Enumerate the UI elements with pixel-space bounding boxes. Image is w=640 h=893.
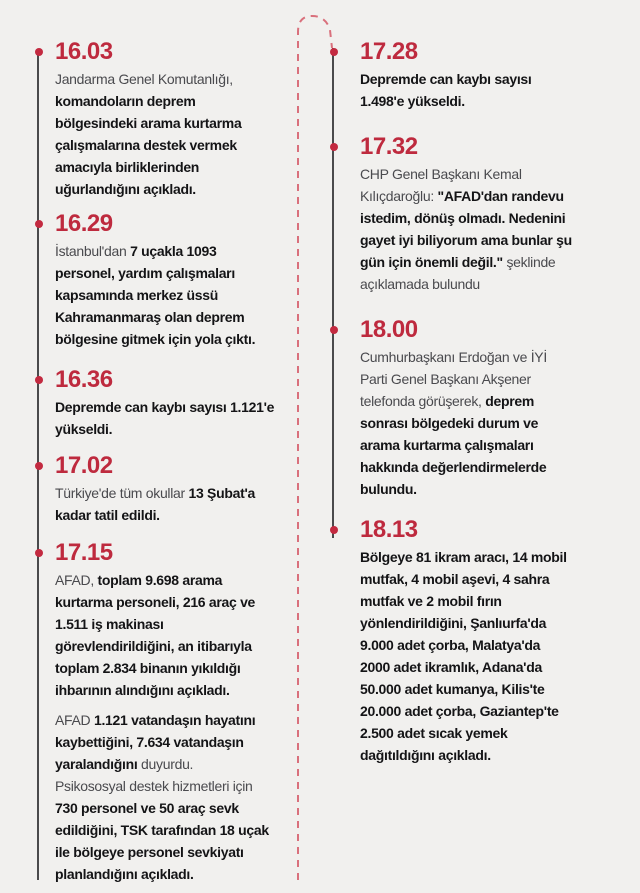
bold-text: 730 personel ve 50 araç sevk xyxy=(55,800,239,816)
regular-text: Cumhurbaşkanı Erdoğan ve İYİ xyxy=(360,349,547,365)
bold-text: toplam 2.834 binanın yıkıldığı xyxy=(55,660,241,676)
text-line xyxy=(360,68,532,90)
text-line xyxy=(360,207,572,229)
bold-text: kurtarma personeli, 216 araç ve xyxy=(55,594,256,610)
bold-text: edildiğini, TSK tarafından 18 uçak xyxy=(55,822,269,838)
text-line xyxy=(360,634,567,656)
regular-text: Jandarma Genel Komutanlığı, xyxy=(55,71,233,87)
text-line xyxy=(55,134,241,156)
bold-text: kaybettiğini, 7.634 vatandaşın xyxy=(55,734,244,750)
text-line xyxy=(360,722,567,744)
timeline-dot xyxy=(35,462,43,470)
regular-text: Psikososyal destek hizmetleri için xyxy=(55,778,253,794)
text-line xyxy=(360,612,567,634)
entry-time: 17.28 xyxy=(360,38,418,65)
regular-text: duyurdu. xyxy=(137,756,194,772)
text-line xyxy=(55,775,269,797)
bold-text: Bölgeye 81 ikram aracı, 14 mobil xyxy=(360,549,567,565)
text-line xyxy=(360,346,547,368)
timeline-entry xyxy=(360,316,547,508)
entry-time: 16.03 xyxy=(55,38,113,65)
entry-time: 17.02 xyxy=(55,452,113,479)
bold-text: hakkında değerlendirmelerde xyxy=(360,459,547,475)
bold-text: Kahramanmaraş olan deprem xyxy=(55,309,245,325)
timeline-entry xyxy=(55,539,269,893)
bold-text: personel, yardım çalışmaları xyxy=(55,265,235,281)
text-line xyxy=(360,456,547,478)
entry-paragraph xyxy=(55,396,274,440)
text-line xyxy=(55,731,269,753)
text-line xyxy=(55,262,255,284)
text-line xyxy=(55,657,269,679)
regular-text: AFAD xyxy=(55,712,94,728)
bold-text: ile bölgeye personel sevkiyatı xyxy=(55,844,244,860)
regular-text: İstanbul'dan xyxy=(55,243,131,259)
bold-text: Depremde can kaybı sayısı 1.121'e xyxy=(55,399,275,415)
text-line xyxy=(360,744,567,766)
text-line xyxy=(55,284,255,306)
text-line xyxy=(55,396,274,418)
text-line xyxy=(360,251,572,273)
bold-text: bulundu. xyxy=(360,481,417,497)
text-line xyxy=(360,185,572,207)
regular-text: Türkiye'de tüm okullar xyxy=(55,485,189,501)
entry-paragraph xyxy=(55,240,255,350)
text-line xyxy=(55,709,269,731)
text-line xyxy=(360,678,567,700)
text-line xyxy=(360,412,547,434)
bold-text: uğurlandığını açıkladı. xyxy=(55,181,196,197)
bold-text: 1.511 iş makinası xyxy=(55,616,164,632)
bold-text: gün için önemli değil." xyxy=(360,254,503,270)
bold-text: yükseldi. xyxy=(55,421,113,437)
timeline-dot xyxy=(330,143,338,151)
timeline-dot xyxy=(35,220,43,228)
bold-text: 50.000 adet kumanya, Kilis'te xyxy=(360,681,545,697)
text-line xyxy=(360,229,572,251)
bold-text: 1.498'e yükseldi. xyxy=(360,93,465,109)
timeline-entry xyxy=(55,210,255,358)
bold-text: çalışmalarına destek vermek xyxy=(55,137,237,153)
entry-time: 17.32 xyxy=(360,133,418,160)
entry-paragraph xyxy=(360,68,532,112)
entry-time: 16.36 xyxy=(55,366,113,393)
bold-text: amacıyla birliklerinden xyxy=(55,159,200,175)
timeline-entry xyxy=(55,452,255,534)
text-line xyxy=(55,240,255,262)
timeline-entry xyxy=(55,38,241,208)
bold-text: dağıtıldığını açıkladı. xyxy=(360,747,491,763)
text-line xyxy=(55,328,255,350)
timeline-entry xyxy=(360,516,567,774)
bold-text: bölgesindeki arama kurtarma xyxy=(55,115,242,131)
text-line xyxy=(360,590,567,612)
text-line xyxy=(55,418,274,440)
timeline-dot xyxy=(35,48,43,56)
text-line xyxy=(360,700,567,722)
timeline-entry xyxy=(55,366,274,448)
regular-text: AFAD, xyxy=(55,572,98,588)
bold-text: 2000 adet ikramlık, Adana'da xyxy=(360,659,542,675)
bold-text: yönlendirildiğini, Şanlıurfa'da xyxy=(360,615,547,631)
regular-text: şeklinde xyxy=(502,254,556,270)
timeline-dot xyxy=(330,48,338,56)
text-line xyxy=(360,478,547,500)
text-line xyxy=(55,482,255,504)
bold-text: 7 uçakla 1093 xyxy=(130,243,217,259)
bold-text: 1.121 vatandaşın hayatını xyxy=(93,712,256,728)
bold-text: 13 Şubat'a xyxy=(188,485,255,501)
entry-paragraph xyxy=(55,482,255,526)
text-line xyxy=(55,819,269,841)
entry-paragraph xyxy=(55,709,269,885)
bold-text: 20.000 adet çorba, Gaziantep'te xyxy=(360,703,559,719)
timeline-dot xyxy=(330,526,338,534)
bold-text: 2.500 adet sıcak yemek xyxy=(360,725,508,741)
bold-text: mutfak ve 2 mobil fırın xyxy=(360,593,502,609)
bold-text: "AFAD'dan randevu xyxy=(437,188,564,204)
text-line xyxy=(360,656,567,678)
text-line xyxy=(360,390,547,412)
bold-text: Depremde can kaybı sayısı xyxy=(360,71,532,87)
entry-time: 16.29 xyxy=(55,210,113,237)
regular-text: telefonda görüşerek, xyxy=(360,393,486,409)
bold-text: komandoların deprem xyxy=(55,93,196,109)
text-line xyxy=(360,368,547,390)
bold-text: yaralandığını xyxy=(55,756,138,772)
timeline-dot xyxy=(35,376,43,384)
bold-text: arama kurtarma çalışmaları xyxy=(360,437,534,453)
text-line xyxy=(55,591,269,613)
text-line xyxy=(55,679,269,701)
text-line xyxy=(55,112,241,134)
text-line xyxy=(55,90,241,112)
entry-time: 18.00 xyxy=(360,316,418,343)
text-line xyxy=(55,613,269,635)
timeline-dot xyxy=(330,326,338,334)
text-line xyxy=(55,156,241,178)
text-line xyxy=(360,434,547,456)
entry-time: 17.15 xyxy=(55,539,113,566)
bold-text: 9.000 adet çorba, Malatya'da xyxy=(360,637,541,653)
regular-text: CHP Genel Başkanı Kemal xyxy=(360,166,522,182)
text-line xyxy=(360,90,532,112)
bold-text: deprem xyxy=(485,393,535,409)
entry-paragraph xyxy=(360,346,547,500)
bold-text: istedim, dönüş olmadı. Nedenini xyxy=(360,210,566,226)
timeline-entry xyxy=(360,133,572,303)
text-line xyxy=(55,504,255,526)
text-line xyxy=(360,568,567,590)
bold-text: kapsamında merkez üssü xyxy=(55,287,219,303)
column-divider-dashed xyxy=(290,10,340,880)
bold-text: ihbarının alındığını açıkladı. xyxy=(55,682,230,698)
bold-text: bölgesine gitmek için yola çıktı. xyxy=(55,331,256,347)
timeline-entry xyxy=(360,38,532,120)
timeline-dot xyxy=(35,549,43,557)
text-line xyxy=(55,306,255,328)
bold-text: planlandığını açıkladı. xyxy=(55,866,194,882)
entry-paragraph xyxy=(55,569,269,701)
text-line xyxy=(55,569,269,591)
text-line xyxy=(55,68,241,90)
text-line xyxy=(360,163,572,185)
text-line xyxy=(55,797,269,819)
entry-paragraph xyxy=(360,546,567,766)
bold-text: görevlendirildiğini, an itibarıyla xyxy=(55,638,252,654)
regular-text: açıklamada bulundu xyxy=(360,276,480,292)
text-line xyxy=(360,273,572,295)
text-line xyxy=(55,863,269,885)
entry-time: 18.13 xyxy=(360,516,418,543)
bold-text: gayet iyi biliyorum ama bunlar şu xyxy=(360,232,572,248)
bold-text: toplam 9.698 arama xyxy=(97,572,223,588)
regular-text: Parti Genel Başkanı Akşener xyxy=(360,371,531,387)
text-line xyxy=(55,753,269,775)
bold-text: mutfak, 4 mobil aşevi, 4 sahra xyxy=(360,571,550,587)
bold-text: sonrası bölgedeki durum ve xyxy=(360,415,539,431)
regular-text: Kılıçdaroğlu: xyxy=(360,188,438,204)
text-line xyxy=(55,178,241,200)
text-line xyxy=(360,546,567,568)
bold-text: kadar tatil edildi. xyxy=(55,507,160,523)
text-line xyxy=(55,841,269,863)
entry-paragraph xyxy=(55,68,241,200)
text-line xyxy=(55,635,269,657)
entry-paragraph xyxy=(360,163,572,295)
